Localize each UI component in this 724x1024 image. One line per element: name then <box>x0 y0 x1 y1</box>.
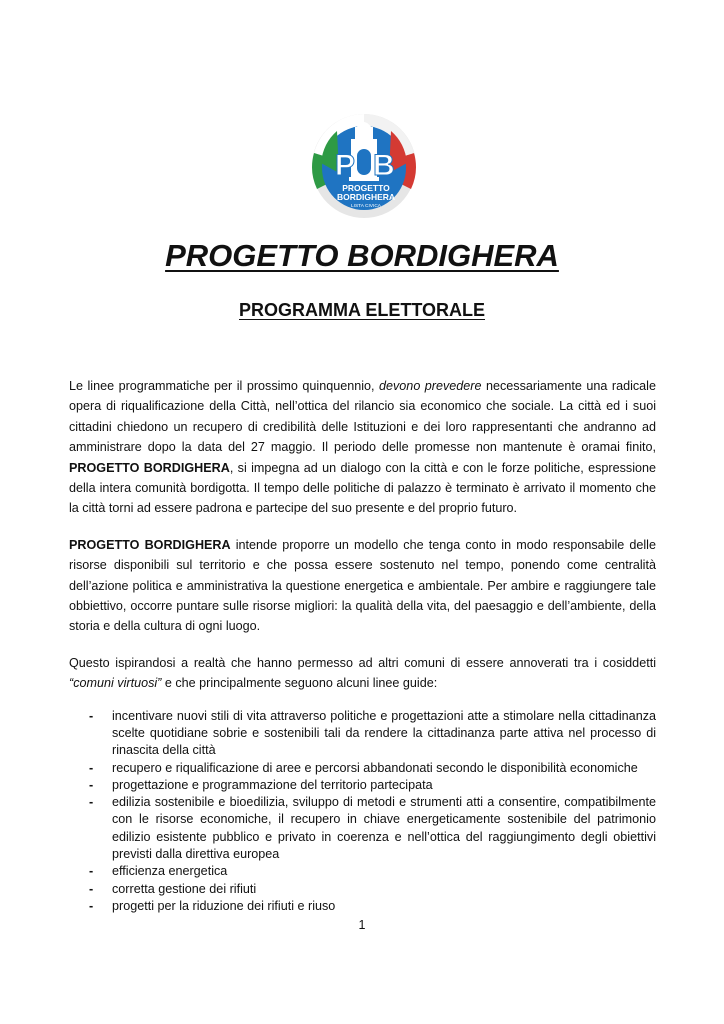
paragraph-model-text: intende proporre un modello che tenga conto in modo responsabile delle risorse disponibili sul territorio e che possa essere sostenuto nel tempo, ponendo come centralità dell’azione politica e amministrativa la questione energetica e ambientale. Per ambire e raggiungere tale obbiettivo, occorre puntare sulle risorse migliori: la qualità della vita, del paesaggio e dell’ambiente, della storia e della cultura di ogni luogo. <box>69 537 656 634</box>
bullet-dash: - <box>89 898 94 913</box>
list-item <box>69 863 656 880</box>
logo-text-line3: LISTA CIVICA <box>350 204 382 209</box>
list-item <box>69 881 656 898</box>
list-item <box>69 760 656 777</box>
progetto-bordighera-logo <box>311 113 417 219</box>
paragraph-intro-text-c: necessariamente una radicale opera di riqualificazione della Città, nell’ottica del rilancio sia economico che sociale. La città ed i suoi cittadini chiedono un recupero di credibilità delle Istituzioni e dei loro rappresentanti che andranno ad amministrare dopo la data del 27 maggio. Il periodo delle promesse non mantenute è oramai finito, <box>69 379 656 455</box>
paragraph-virtuous <box>69 653 656 694</box>
document-body <box>69 376 656 915</box>
paragraph-intro <box>69 376 656 519</box>
paragraph-intro-emphasis: devono prevedere <box>379 379 482 393</box>
bullet-dash: - <box>89 864 94 879</box>
document-subtitle: PROGRAMMA ELETTORALE <box>239 300 485 320</box>
list-item-text: progettazione e programmazione del territorio partecipata <box>112 777 433 792</box>
bullet-dash: - <box>89 881 94 896</box>
logo-text-line1: PROGETTO <box>342 183 390 193</box>
list-item <box>69 777 656 794</box>
list-item-text: edilizia sostenibile e bioedilizia, sviluppo di metodi e strumenti atti a consentire, compatibilmente con le risorse economiche, il recupero in chiave energeticamente sostenibile del patrimonio edilizio esistente pubblico e privato in coerenza e nell’ottica del raggiungimento degli obiettivi previsti dalla direttiva europea <box>112 795 656 862</box>
list-item-text: corretta gestione dei rifiuti <box>112 881 257 896</box>
bullet-dash: - <box>89 760 94 775</box>
list-item-text: incentivare nuovi stili di vita attraverso politiche e progettazioni atte a stimolare nella cittadinanza scelte quotidiane sobrie e sostenibili tali da rendere la cittadinanza parte attiva nel processo di rinascita della città <box>112 708 656 758</box>
paragraph-model <box>69 535 656 637</box>
paragraph-virtuous-text-c: e che principalmente seguono alcuni linee guide: <box>161 676 438 691</box>
paragraph-intro-org-name: PROGETTO BORDIGHERA <box>69 460 230 475</box>
bullet-dash: - <box>89 708 94 723</box>
list-item-text: recupero e riqualificazione di aree e percorsi abbandonati secondo le disponibilità economiche <box>112 760 638 775</box>
logo-letter-b: B <box>373 149 395 182</box>
paragraph-model-org-name: PROGETTO BORDIGHERA <box>69 537 231 552</box>
list-item <box>69 898 656 915</box>
document-title: PROGETTO BORDIGHERA <box>165 238 559 273</box>
logo-emblem <box>311 113 417 219</box>
logo-text-line2: BORDIGHERA <box>336 192 396 202</box>
bullet-dash: - <box>89 795 94 810</box>
paragraph-intro-text-a: Le linee programmatiche per il prossimo quinquennio, <box>69 379 379 393</box>
paragraph-intro-text-e: , si impegna ad un dialogo con la città e con le forze politiche, espressione della intera comunità bordigotta. Il tempo delle politiche di palazzo è terminato è arrivato il momento che la città torni ad essere padrona e partecipe del suo presente e del proprio futuro. <box>69 460 656 516</box>
paragraph-virtuous-text-a: Questo ispirandosi a realtà che hanno permesso ad altri comuni di essere annoverati tra i cosiddetti <box>69 655 656 670</box>
list-item-text: efficienza energetica <box>112 864 228 879</box>
page-number: 1 <box>358 918 366 932</box>
logo-letter-p: P <box>335 149 356 182</box>
paragraph-virtuous-emphasis: “comuni virtuosi” <box>69 676 162 691</box>
guidelines-list <box>69 708 656 916</box>
list-item <box>69 708 656 760</box>
list-item <box>69 794 656 863</box>
bullet-dash: - <box>89 777 94 792</box>
list-item-text: progetti per la riduzione dei rifiuti e riuso <box>112 898 336 913</box>
